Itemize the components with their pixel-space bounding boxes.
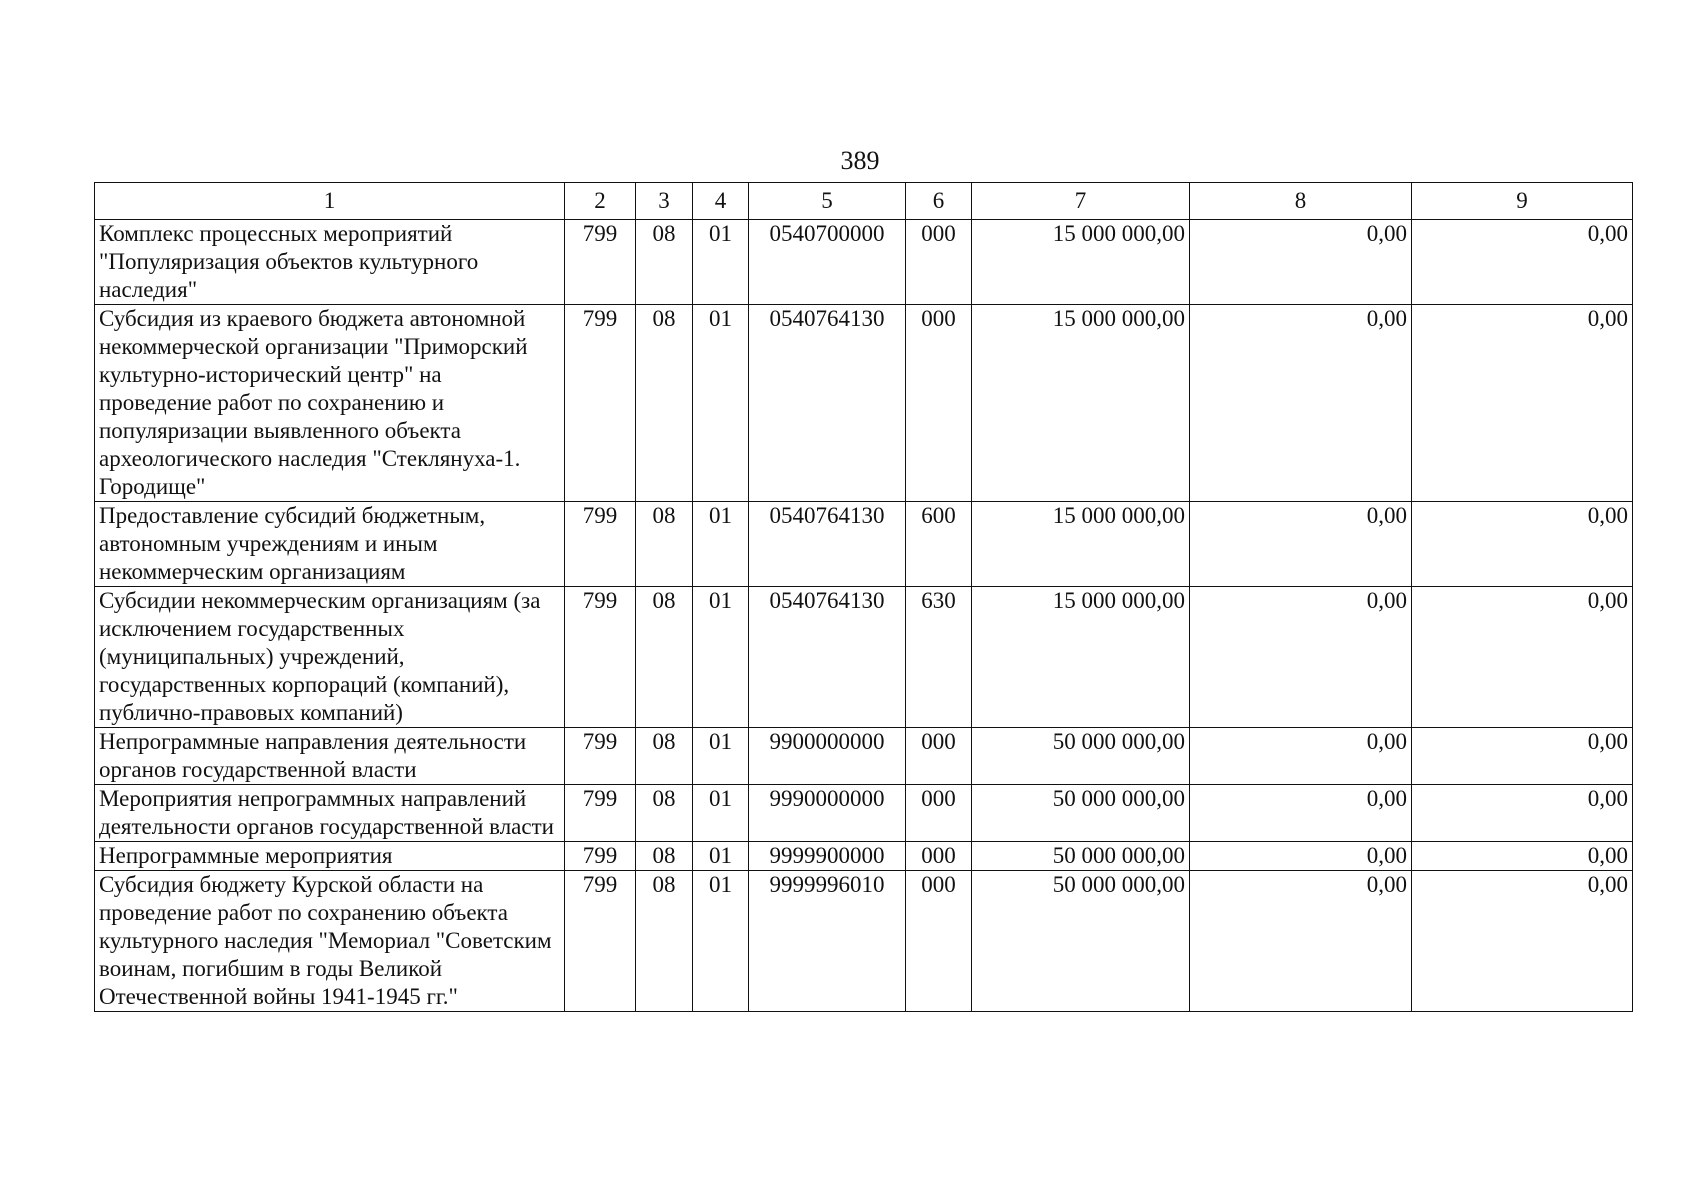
code-podrazdel: 01 xyxy=(693,785,749,842)
amount-col8: 0,00 xyxy=(1190,220,1412,305)
amount-col7: 50 000 000,00 xyxy=(972,728,1190,785)
code-glava: 799 xyxy=(565,220,636,305)
header-row xyxy=(95,183,1633,220)
code-target: 0540764130 xyxy=(749,587,906,728)
code-target: 9999900000 xyxy=(749,842,906,871)
row-name: Мероприятия непрограммных направлений деятельности органов государственной власти xyxy=(95,785,565,842)
code-target: 0540764130 xyxy=(749,502,906,587)
code-target: 0540700000 xyxy=(749,220,906,305)
column-header: 5 xyxy=(749,183,906,220)
amount-col7: 50 000 000,00 xyxy=(972,842,1190,871)
column-header: 9 xyxy=(1412,183,1633,220)
code-podrazdel: 01 xyxy=(693,728,749,785)
column-header: 2 xyxy=(565,183,636,220)
code-glava: 799 xyxy=(565,502,636,587)
amount-col8: 0,00 xyxy=(1190,871,1412,1012)
code-glava: 799 xyxy=(565,871,636,1012)
amount-col7: 50 000 000,00 xyxy=(972,785,1190,842)
row-name: Субсидия из краевого бюджета автономной некоммерческой организации "Приморский культурно-исторический центр" на проведение работ по сохранению и популяризации выявленного объекта археологического наследия "Стеклянуха-1. Городище" xyxy=(95,305,565,502)
amount-col8: 0,00 xyxy=(1190,785,1412,842)
amount-col8: 0,00 xyxy=(1190,305,1412,502)
code-podrazdel: 01 xyxy=(693,871,749,1012)
amount-col9: 0,00 xyxy=(1412,842,1633,871)
code-target: 0540764130 xyxy=(749,305,906,502)
table-row xyxy=(95,502,1633,587)
code-glava: 799 xyxy=(565,587,636,728)
code-podrazdel: 01 xyxy=(693,220,749,305)
code-expense-type: 000 xyxy=(906,728,972,785)
code-razdel: 08 xyxy=(636,502,693,587)
amount-col8: 0,00 xyxy=(1190,842,1412,871)
column-header: 7 xyxy=(972,183,1190,220)
row-name: Непрограммные направления деятельности органов государственной власти xyxy=(95,728,565,785)
code-target: 9990000000 xyxy=(749,785,906,842)
table-row xyxy=(95,305,1633,502)
amount-col8: 0,00 xyxy=(1190,587,1412,728)
table-row xyxy=(95,728,1633,785)
code-expense-type: 000 xyxy=(906,785,972,842)
code-podrazdel: 01 xyxy=(693,587,749,728)
code-podrazdel: 01 xyxy=(693,842,749,871)
row-name: Непрограммные мероприятия xyxy=(95,842,565,871)
code-razdel: 08 xyxy=(636,587,693,728)
code-razdel: 08 xyxy=(636,871,693,1012)
table-body xyxy=(95,220,1633,1012)
column-header: 1 xyxy=(95,183,565,220)
amount-col9: 0,00 xyxy=(1412,305,1633,502)
code-target: 9900000000 xyxy=(749,728,906,785)
table-row xyxy=(95,785,1633,842)
row-name: Комплекс процессных мероприятий "Популяризация объектов культурного наследия" xyxy=(95,220,565,305)
table-row xyxy=(95,871,1633,1012)
code-razdel: 08 xyxy=(636,728,693,785)
amount-col7: 15 000 000,00 xyxy=(972,502,1190,587)
amount-col8: 0,00 xyxy=(1190,728,1412,785)
amount-col8: 0,00 xyxy=(1190,502,1412,587)
budget-table xyxy=(94,182,1633,1012)
column-header: 3 xyxy=(636,183,693,220)
code-razdel: 08 xyxy=(636,220,693,305)
column-header: 6 xyxy=(906,183,972,220)
code-glava: 799 xyxy=(565,842,636,871)
amount-col9: 0,00 xyxy=(1412,502,1633,587)
table-row xyxy=(95,587,1633,728)
code-glava: 799 xyxy=(565,785,636,842)
column-header: 8 xyxy=(1190,183,1412,220)
code-expense-type: 630 xyxy=(906,587,972,728)
code-glava: 799 xyxy=(565,305,636,502)
code-expense-type: 000 xyxy=(906,220,972,305)
amount-col7: 15 000 000,00 xyxy=(972,220,1190,305)
amount-col9: 0,00 xyxy=(1412,871,1633,1012)
row-name: Субсидии некоммерческим организациям (за исключением государственных (муниципальных) учреждений, государственных корпораций (компаний), публично-правовых компаний) xyxy=(95,587,565,728)
code-expense-type: 000 xyxy=(906,871,972,1012)
page-number: 389 xyxy=(840,146,880,175)
code-razdel: 08 xyxy=(636,305,693,502)
code-podrazdel: 01 xyxy=(693,305,749,502)
code-podrazdel: 01 xyxy=(693,502,749,587)
code-glava: 799 xyxy=(565,728,636,785)
row-name: Предоставление субсидий бюджетным, автономным учреждениям и иным некоммерческим организациям xyxy=(95,502,565,587)
amount-col9: 0,00 xyxy=(1412,728,1633,785)
code-expense-type: 000 xyxy=(906,842,972,871)
amount-col7: 15 000 000,00 xyxy=(972,587,1190,728)
amount-col9: 0,00 xyxy=(1412,220,1633,305)
code-expense-type: 000 xyxy=(906,305,972,502)
code-expense-type: 600 xyxy=(906,502,972,587)
table-header xyxy=(95,183,1633,220)
table-row xyxy=(95,220,1633,305)
column-header: 4 xyxy=(693,183,749,220)
amount-col7: 50 000 000,00 xyxy=(972,871,1190,1012)
row-name: Субсидия бюджету Курской области на проведение работ по сохранению объекта культурного наследия "Мемориал "Советским воинам, погибшим в годы Великой Отечественной войны 1941-1945 гг." xyxy=(95,871,565,1012)
amount-col9: 0,00 xyxy=(1412,785,1633,842)
amount-col7: 15 000 000,00 xyxy=(972,305,1190,502)
amount-col9: 0,00 xyxy=(1412,587,1633,728)
code-razdel: 08 xyxy=(636,842,693,871)
code-razdel: 08 xyxy=(636,785,693,842)
table-row xyxy=(95,842,1633,871)
code-target: 9999996010 xyxy=(749,871,906,1012)
